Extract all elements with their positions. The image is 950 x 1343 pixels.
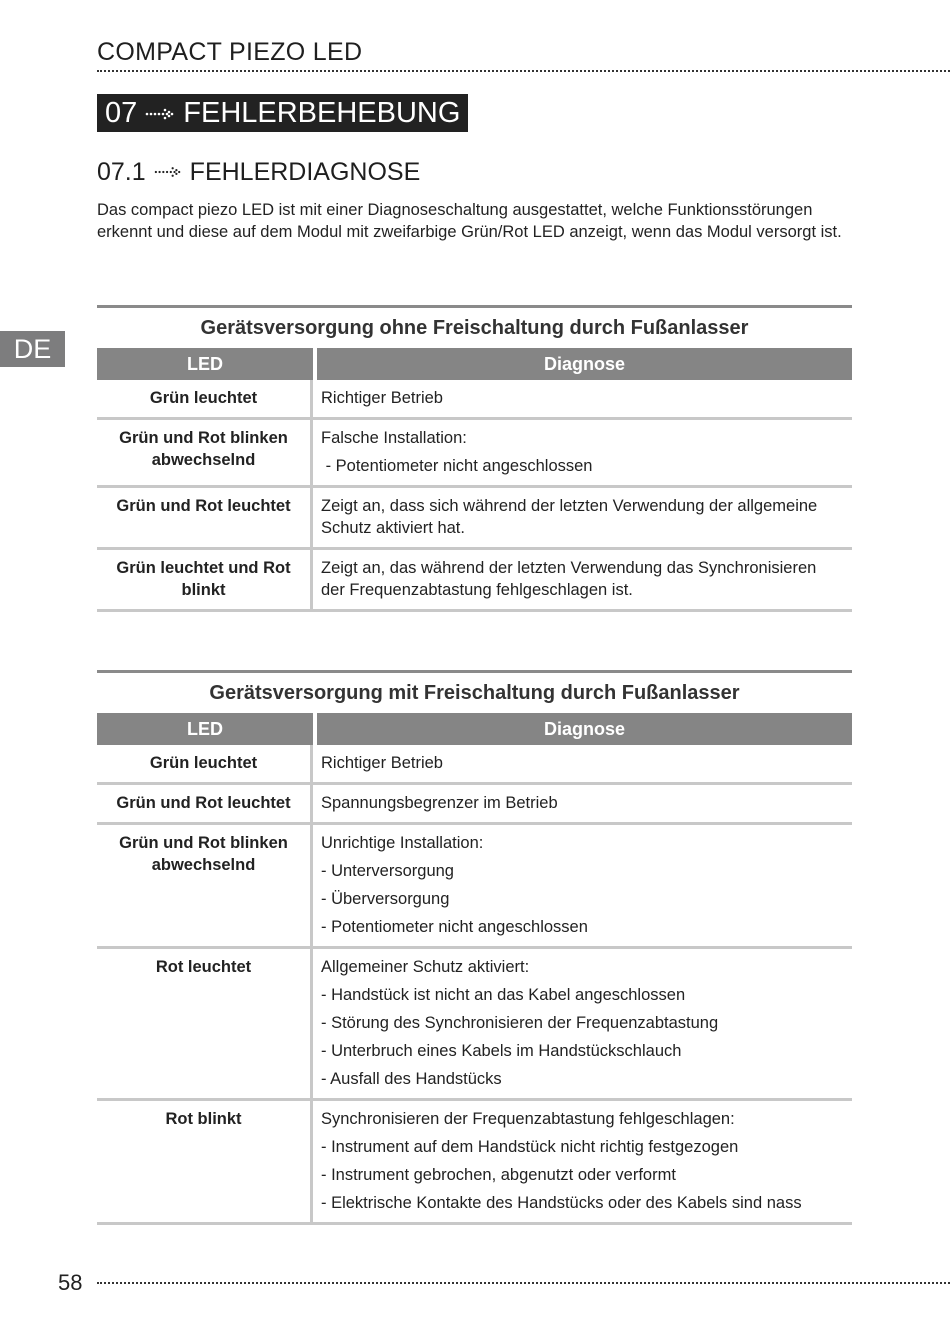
led-state-cell: Rot leuchtet xyxy=(97,949,313,1098)
diagnosis-cell xyxy=(313,949,852,1098)
table-row xyxy=(97,420,852,488)
section-heading xyxy=(97,158,420,187)
led-state-cell: Grün und Rot blinken abwechselnd xyxy=(97,420,313,485)
diagnosis-line: Zeigt an, das während der letzten Verwendung das Synchronisieren der Frequenzabtastung fehlgeschlagen ist. xyxy=(321,559,817,599)
led-state-cell: Grün und Rot leuchtet xyxy=(97,488,313,547)
diagnosis-line: - Potentiometer nicht angeschlossen xyxy=(321,918,588,936)
intro-paragraph: Das compact piezo LED ist mit einer Diagnoseschaltung ausgestattet, welche Funktionsstörungen erkennt und diese auf dem Modul mit zweifarbige Grün/Rot LED anzeigt, wenn das Modul versorgt ist. xyxy=(97,201,842,241)
led-state-cell: Grün und Rot leuchtet xyxy=(97,785,313,822)
diagnosis-line: Richtiger Betrieb xyxy=(321,389,443,407)
diagnosis-line: - Elektrische Kontakte des Handstücks oder des Kabels sind nass xyxy=(321,1194,802,1212)
diagnosis-cell xyxy=(313,380,852,417)
diagnosis-cell xyxy=(313,785,852,822)
table-body xyxy=(97,745,852,1225)
table-row xyxy=(97,785,852,825)
diagnosis-cell xyxy=(313,488,852,547)
diagnosis-line: - Handstück ist nicht an das Kabel angeschlossen xyxy=(321,986,686,1004)
diagnosis-line: Zeigt an, dass sich während der letzten Verwendung der allgemeine Schutz aktiviert hat. xyxy=(321,497,818,537)
header-dotted-rule xyxy=(97,70,950,72)
column-header-diagnose: Diagnose xyxy=(317,348,852,380)
led-state-cell: Grün leuchtet und Rot blinkt xyxy=(97,550,313,609)
diagnosis-line: - Störung des Synchronisieren der Frequenzabtastung xyxy=(321,1014,719,1032)
diagnosis-cell xyxy=(313,550,852,609)
document-header-title: COMPACT PIEZO LED xyxy=(97,38,363,66)
table-row xyxy=(97,825,852,949)
led-state-cell: Rot blinkt xyxy=(97,1101,313,1222)
diagnosis-table-without-footswitch xyxy=(97,305,852,612)
diagnosis-line: Unrichtige Installation: xyxy=(321,834,484,852)
table-header xyxy=(97,348,852,380)
diagnosis-line: - Potentiometer nicht angeschlossen xyxy=(321,457,593,475)
diagnosis-line: Richtiger Betrieb xyxy=(321,754,443,772)
column-header-led: LED xyxy=(97,713,313,745)
chapter-number: 07 xyxy=(105,96,138,129)
language-tab: DE xyxy=(0,331,65,367)
diagnosis-line: - Unterbruch eines Kabels im Handstückschlauch xyxy=(321,1042,682,1060)
led-state-cell: Grün und Rot blinken abwechselnd xyxy=(97,825,313,946)
diagnosis-table-with-footswitch xyxy=(97,670,852,1225)
diagnosis-cell xyxy=(313,825,852,946)
diagnosis-line: - Instrument auf dem Handstück nicht richtig festgezogen xyxy=(321,1138,739,1156)
chapter-heading xyxy=(97,94,468,132)
table-title: Gerätsversorgung ohne Freischaltung durch Fußanlasser xyxy=(200,317,749,339)
table-row xyxy=(97,550,852,612)
led-state-cell: Grün leuchtet xyxy=(97,745,313,782)
table-row xyxy=(97,380,852,420)
table-title: Gerätsversorgung mit Freischaltung durch Fußanlasser xyxy=(209,682,740,704)
table-row xyxy=(97,745,852,785)
page-number: 58 xyxy=(58,1270,83,1295)
table-row xyxy=(97,949,852,1101)
table-body xyxy=(97,380,852,612)
diagnosis-cell xyxy=(313,745,852,782)
diagnosis-line: - Unterversorgung xyxy=(321,862,454,880)
diagnosis-line: - Instrument gebrochen, abgenutzt oder verformt xyxy=(321,1166,676,1184)
dotted-arrow-icon xyxy=(154,158,182,187)
table-row xyxy=(97,488,852,550)
dotted-arrow-icon xyxy=(145,97,175,130)
footer-dotted-rule xyxy=(97,1282,950,1284)
diagnosis-line: - Ausfall des Handstücks xyxy=(321,1070,502,1088)
section-number: 07.1 xyxy=(97,158,146,186)
diagnosis-line: Falsche Installation: xyxy=(321,429,467,447)
diagnosis-line: Allgemeiner Schutz aktiviert: xyxy=(321,958,530,976)
led-state-cell: Grün leuchtet xyxy=(97,380,313,417)
diagnosis-cell xyxy=(313,420,852,485)
diagnosis-cell xyxy=(313,1101,852,1222)
column-header-led: LED xyxy=(97,348,313,380)
diagnosis-line: Spannungsbegrenzer im Betrieb xyxy=(321,794,558,812)
section-title: FEHLERDIAGNOSE xyxy=(189,158,421,186)
diagnosis-line: Synchronisieren der Frequenzabtastung fehlgeschlagen: xyxy=(321,1110,735,1128)
diagnosis-line: - Überversorgung xyxy=(321,890,450,908)
column-header-diagnose: Diagnose xyxy=(317,713,852,745)
table-header xyxy=(97,713,852,745)
table-row xyxy=(97,1101,852,1225)
chapter-title: FEHLERBEHEBUNG xyxy=(183,96,461,129)
